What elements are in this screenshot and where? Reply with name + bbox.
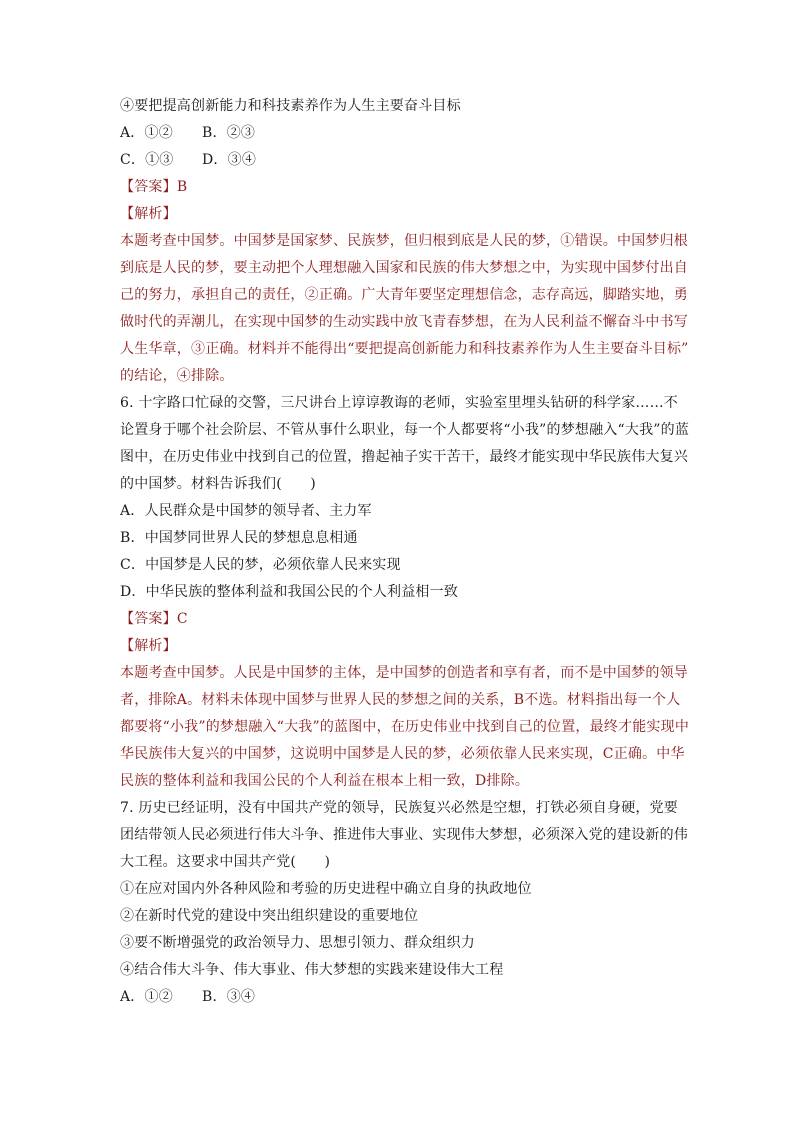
q5-analysis (120, 228, 689, 390)
q5-answer-value: B (176, 179, 188, 195)
question-5 (120, 93, 680, 174)
question-7 (120, 795, 688, 1011)
q6-option-b: B．中国梦同世界人民的梦想息息相通 (120, 530, 358, 546)
q6-option-a: A．人民群众是中国梦的领导者、主力军 (120, 503, 372, 519)
q7-stem-line: 7. 历史已经证明，没有中国共产党的领导，民族复兴必然是空想，打铁必须自身硬，党要 (120, 800, 679, 816)
q6-stem-line: 图中，在历史伟业中找到自己的位置，撸起袖子实干苦干，最终才能实现中华民族伟大复兴 (120, 449, 688, 465)
q5-analysis-line: 己的努力，承担自己的责任，②正确。广大青年要坚定理想信念，志存高远，脚踏实地，勇 (120, 287, 688, 303)
q5-analysis-line: 的结论，④排除。 (120, 368, 234, 384)
q6-analysis-line: 本题考查中国梦。人民是中国梦的主体，是中国梦的创造者和享有者，而不是中国梦的领导 (120, 665, 688, 681)
q7-stem-line: 团结带领人民必须进行伟大斗争、推进伟大事业、实现伟大梦想，必须深入党的建设新的伟 (120, 827, 688, 843)
q6-analysis (120, 660, 690, 795)
q5-option-4: ④要把提高创新能力和科技素养作为人生主要奋斗目标 (120, 98, 461, 114)
q5-analysis-line: 到底是人民的梦，要主动把个人理想融入国家和民族的伟大梦想之中，为实现中国梦付出自 (120, 260, 688, 276)
q6-answer-value: C (176, 611, 188, 627)
q7-item-4: ④结合伟大斗争、伟大事业、伟大梦想的实践来建设伟大工程 (120, 962, 504, 978)
q6-option-d: D．中华民族的整体利益和我国公民的个人利益相一致 (120, 584, 459, 600)
q5-analysis-label: 【解析】 (120, 206, 177, 222)
q6-analysis-line: 者，排除A。材料未体现中国梦与世界人民的梦想之间的关系，B不选。材料指出每一个人 (120, 692, 681, 708)
document-content (120, 93, 690, 1011)
q5-choice-row-2 (120, 147, 680, 174)
q5-choice-a: A．①② (120, 125, 173, 141)
question-6 (120, 390, 690, 606)
q6-analysis-line: 华民族伟大复兴的中国梦，这说明中国梦是人民的梦，必须依靠人民来实现，C正确。中华 (120, 746, 685, 762)
q6-answer-label: 【答案】 (120, 611, 177, 627)
q6-stem-line: 6. 十字路口忙碌的交警，三尺讲台上谆谆教诲的老师，实验室里埋头钻研的科学家……不 (120, 395, 679, 411)
q6-stem-line: 的中国梦。材料告诉我们( ) (120, 476, 316, 492)
q7-item-1: ①在应对国内外各种风险和考验的历史进程中确立自身的执政地位 (120, 881, 532, 897)
q5-analysis-line: 人生华章，③正确。材料并不能得出“要把提高创新能力和科技素养作为人生主要奋斗目标” (120, 341, 689, 357)
q6-analysis-line: 都要将“小我”的梦想融入“大我”的蓝图中，在历史伟业中找到自己的位置，最终才能实现中 (120, 719, 690, 735)
q7-choice-row-1 (120, 984, 680, 1011)
q7-choice-b: B．③④ (202, 989, 256, 1005)
q6-stem-line: 论置身于哪个社会阶层、不管从事什么职业，每一个人都要将“小我”的梦想融入“大我”的蓝 (120, 422, 690, 438)
q7-item-2: ②在新时代党的建设中突出组织建设的重要地位 (120, 908, 419, 924)
q5-analysis-line: 本题考查中国梦。中国梦是国家梦、民族梦，但归根到底是人民的梦，①错误。中国梦归根 (120, 233, 688, 249)
q6-analysis-line: 民族的整体利益和我国公民的个人利益在根本上相一致，D排除。 (120, 773, 530, 789)
q5-choice-c: C．①③ (120, 152, 174, 168)
q7-choice-a: A．①② (120, 989, 173, 1005)
q5-answer-label: 【答案】 (120, 179, 177, 195)
q5-answer (120, 174, 680, 201)
q7-stem-line: 大工程。这要求中国共产党( ) (120, 854, 331, 870)
q6-analysis-label: 【解析】 (120, 638, 177, 654)
q7-item-3: ③要不断增强党的政治领导力、思想引领力、群众组织力 (120, 935, 475, 951)
q6-answer (120, 606, 680, 633)
q5-choice-b: B．②③ (202, 125, 256, 141)
q5-choice-row-1 (120, 120, 680, 147)
q5-analysis-line: 做时代的弄潮儿，在实现中国梦的生动实践中放飞青春梦想，在为人民利益不懈奋斗中书写 (120, 314, 688, 330)
q6-option-c: C．中国梦是人民的梦，必须依靠人民来实现 (120, 557, 401, 573)
q5-choice-d: D．③④ (202, 152, 257, 168)
